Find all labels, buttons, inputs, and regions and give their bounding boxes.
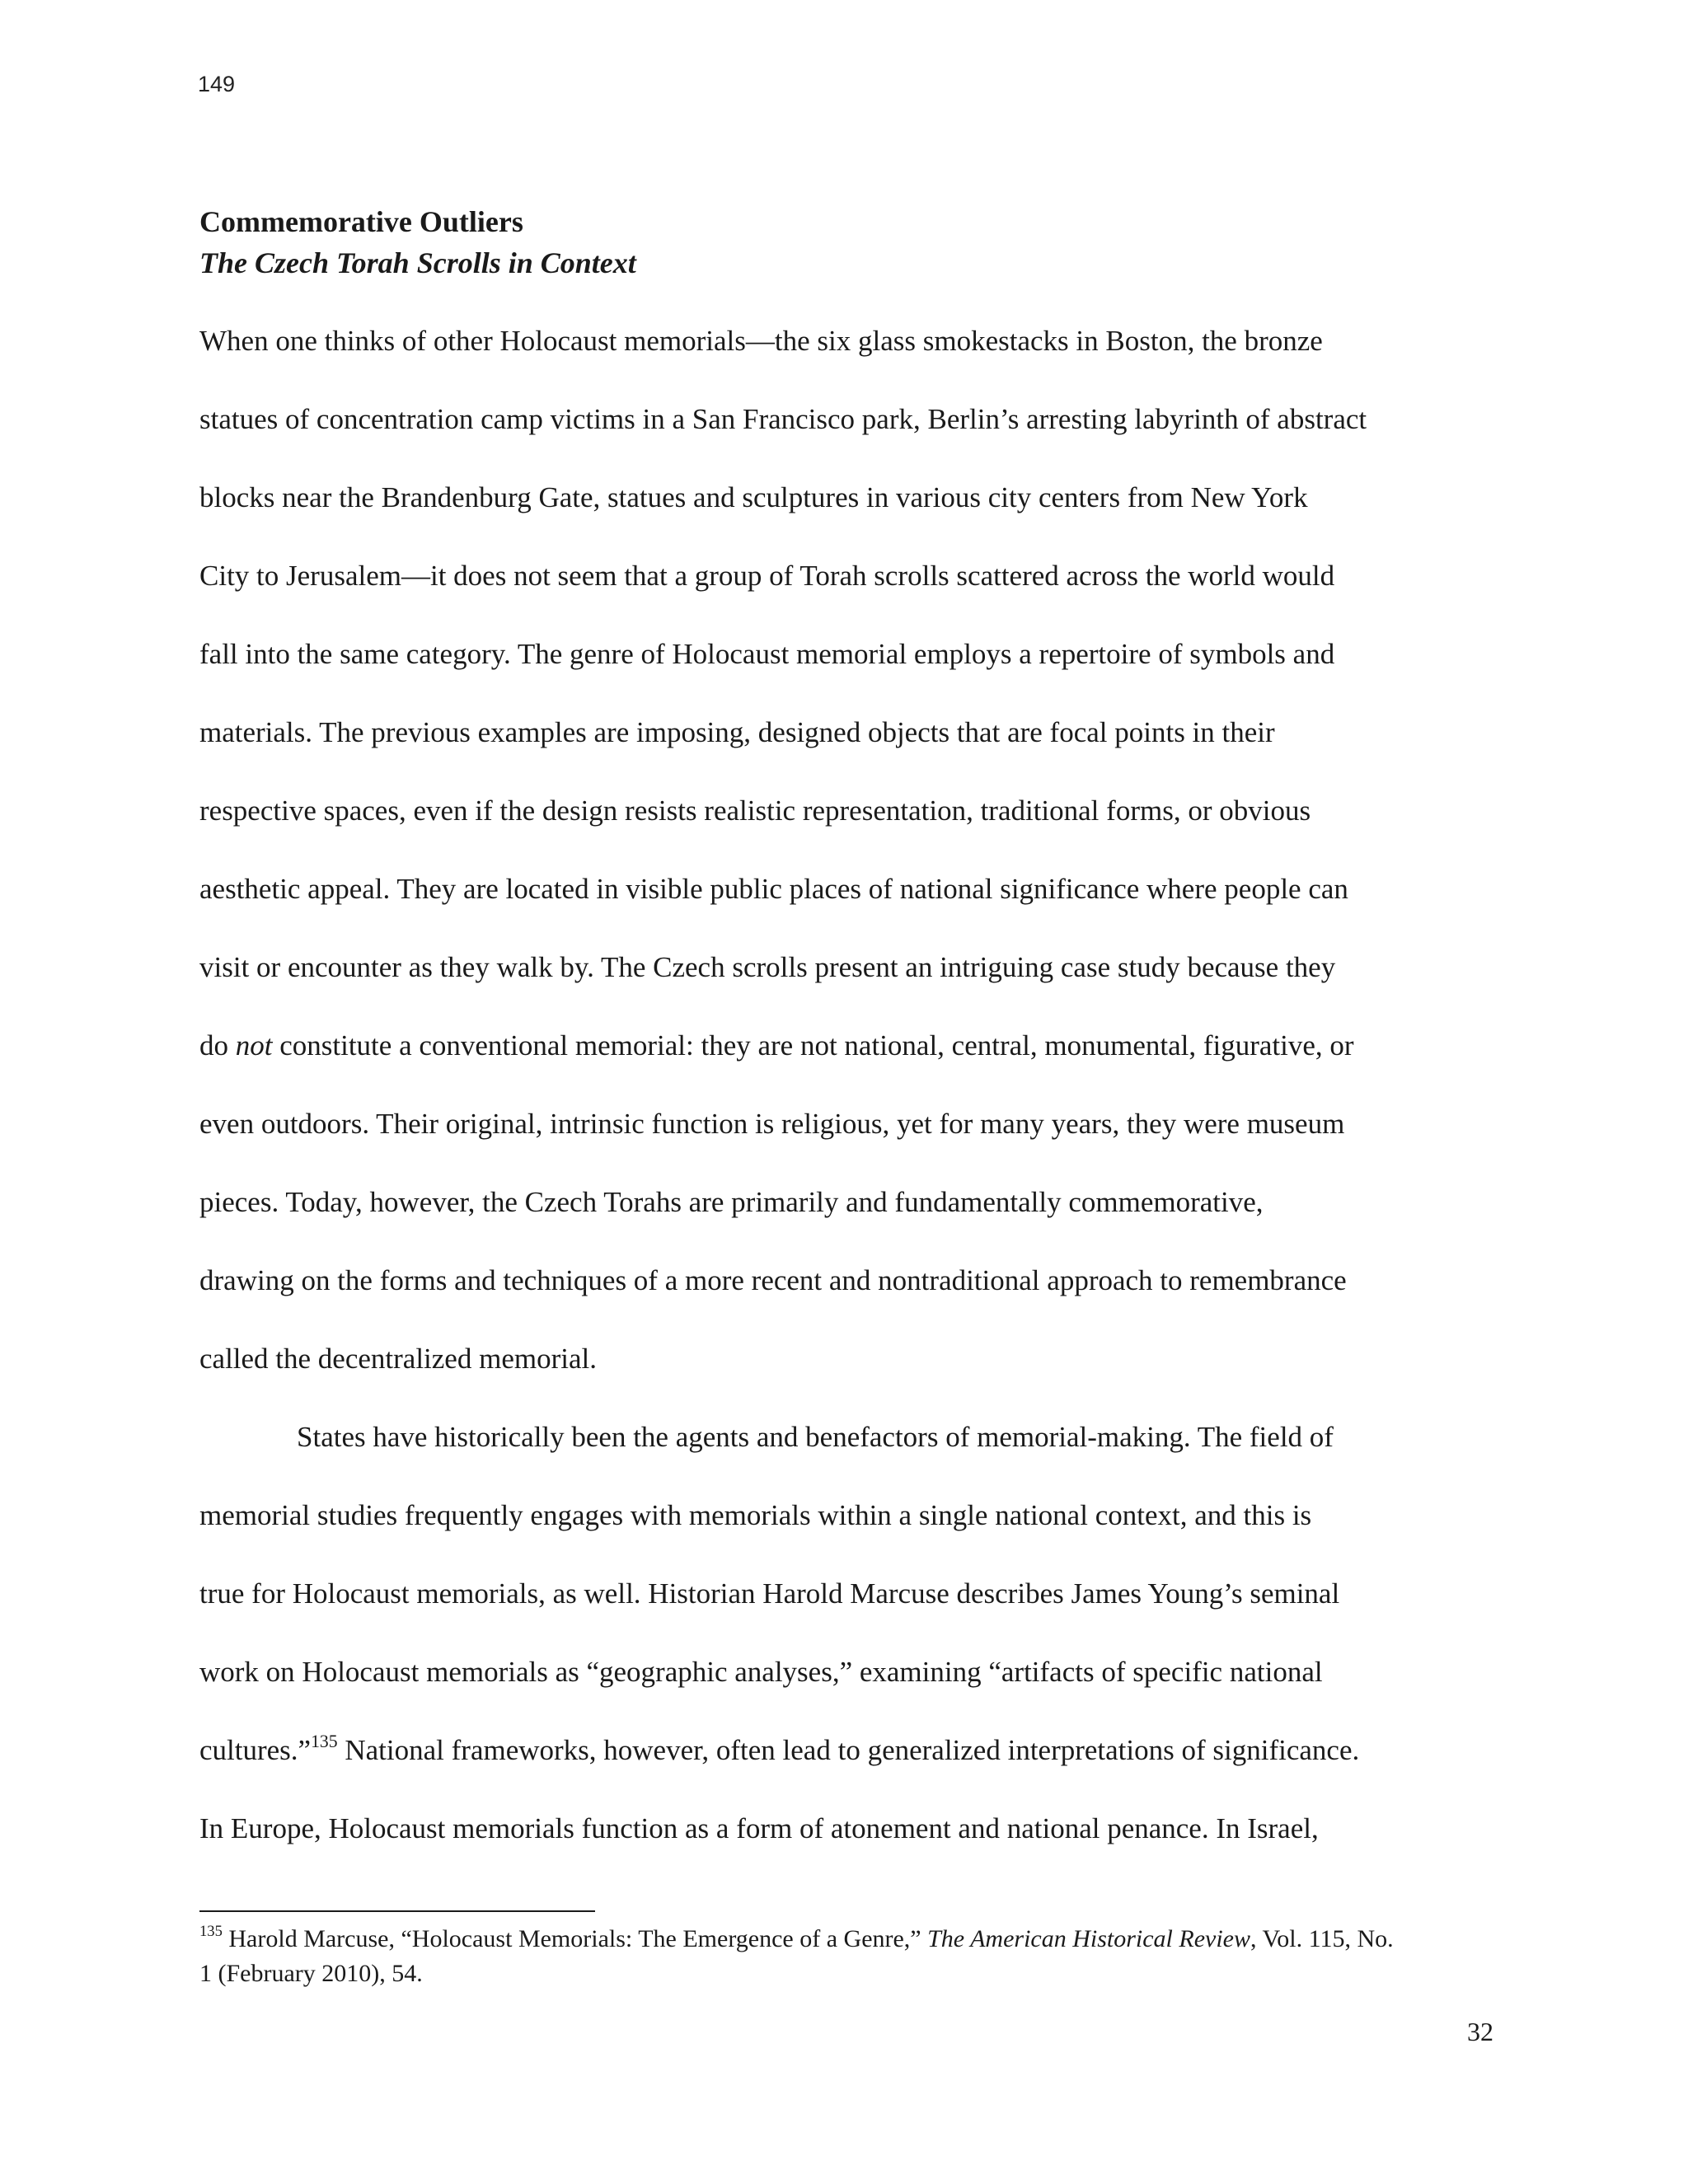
text-line: aesthetic appeal. They are located in visible public places of national significance where people can xyxy=(199,873,1348,905)
footnote xyxy=(199,1922,1493,1991)
footnote-text: , Vol. 115, No. xyxy=(1250,1925,1394,1952)
text-line: States have historically been the agents and benefactors of memorial-making. The field of xyxy=(297,1421,1334,1453)
section-title: Commemorative Outliers xyxy=(199,205,523,238)
paragraph-2 xyxy=(199,1398,1493,1868)
footnote-number: 135 xyxy=(199,1923,223,1940)
text-line: When one thinks of other Holocaust memorials—the six glass smokestacks in Boston, the bronze xyxy=(199,325,1323,357)
text-line: materials. The previous examples are imposing, designed objects that are focal points in their xyxy=(199,716,1275,748)
text-line: respective spaces, even if the design resists realistic representation, traditional forms, or obvious xyxy=(199,794,1311,827)
footnote-text: Harold Marcuse, “Holocaust Memorials: The Emergence of a Genre,” xyxy=(222,1925,928,1952)
paragraph-1 xyxy=(199,302,1493,1398)
text-line: drawing on the forms and techniques of a more recent and nontraditional approach to remembrance xyxy=(199,1264,1347,1296)
emphasis-not: not xyxy=(235,1029,273,1062)
text-line: true for Holocaust memorials, as well. Historian Harold Marcuse describes James Young’s seminal xyxy=(199,1577,1340,1610)
text-line: blocks near the Brandenburg Gate, statues and sculptures in various city centers from New York xyxy=(199,481,1308,513)
text-line xyxy=(199,1711,1493,1789)
footnote-reference: 135 xyxy=(311,1732,338,1752)
text-span: cultures.” xyxy=(199,1734,312,1766)
footnote-line xyxy=(199,1922,1493,1957)
text-line: visit or encounter as they walk by. The Czech scrolls present an intriguing case study because they xyxy=(199,951,1336,983)
text-line: pieces. Today, however, the Czech Torahs are primarily and fundamentally commemorative, xyxy=(199,1186,1264,1218)
text-span: National frameworks, however, often lead to generalized interpretations of significance. xyxy=(337,1734,1360,1766)
section-subtitle: The Czech Torah Scrolls in Context xyxy=(199,246,636,279)
scan-page-number: 149 xyxy=(198,72,236,96)
text-line xyxy=(199,1006,1493,1085)
page-number: 32 xyxy=(1467,2017,1493,2046)
text-line: statues of concentration camp victims in a San Francisco park, Berlin’s arresting labyrinth of abstract xyxy=(199,403,1367,435)
footnote-journal: The American Historical Review xyxy=(927,1925,1250,1952)
footnote-divider xyxy=(199,1910,595,1912)
text-span: do xyxy=(199,1029,236,1062)
footnote-line: 1 (February 2010), 54. xyxy=(199,1960,423,1987)
text-line: even outdoors. Their original, intrinsic function is religious, yet for many years, they were museum xyxy=(199,1108,1345,1140)
text-line: work on Holocaust memorials as “geographic analyses,” examining “artifacts of specific national xyxy=(199,1656,1323,1688)
text-line: memorial studies frequently engages with memorials within a single national context, and this is xyxy=(199,1499,1312,1531)
text-line: In Europe, Holocaust memorials function as a form of atonement and national penance. In Israel, xyxy=(199,1812,1319,1844)
text-line: fall into the same category. The genre of Holocaust memorial employs a repertoire of symbols and xyxy=(199,638,1335,670)
text-span: constitute a conventional memorial: they are not national, central, monumental, figurative, or xyxy=(272,1029,1354,1062)
text-line: called the decentralized memorial. xyxy=(199,1343,597,1375)
text-line: City to Jerusalem—it does not seem that a group of Torah scrolls scattered across the world would xyxy=(199,560,1335,592)
page-body xyxy=(199,201,1493,1868)
